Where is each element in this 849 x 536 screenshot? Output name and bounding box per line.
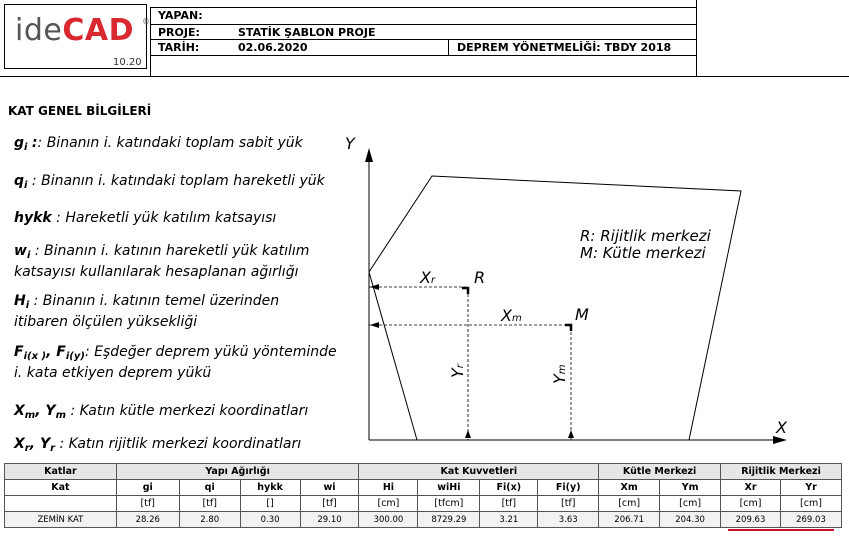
y-axis-arrow (365, 148, 373, 162)
group-header: Kütle Merkezi (599, 464, 721, 480)
group-header: Kat Kuvvetleri (359, 464, 599, 480)
column-header: qi (179, 480, 240, 496)
unit-cell: [cm] (780, 496, 841, 512)
column-header: Kat (5, 480, 117, 496)
label-m: M (575, 305, 589, 324)
x-axis-label: X (776, 418, 787, 437)
section-title: KAT GENEL BİLGİLERİ (8, 104, 152, 118)
definition-r: $X_r$, $Y_r$ : Katın rijitlik merkezi koordinatları (14, 436, 302, 454)
table-cell: 8729.29 (418, 512, 480, 528)
unit-cell: [tf] (480, 496, 538, 512)
table-cell: 3.21 (480, 512, 538, 528)
table-cell: 0.30 (240, 512, 300, 528)
group-header: Yapı Ağırlığı (116, 464, 359, 480)
table-column-row (5, 480, 842, 496)
ym-arrow (568, 430, 574, 438)
table-cell: 204.30 (660, 512, 721, 528)
building-outline (369, 176, 741, 440)
unit-cell: [cm] (359, 496, 418, 512)
idecad-logo: ideCAD (15, 13, 134, 48)
unit-cell: [tf] (179, 496, 240, 512)
column-header: wi (300, 480, 359, 496)
table-cell: 209.63 (721, 512, 781, 528)
proje-label: PROJE: (158, 26, 200, 39)
unit-cell: [] (240, 496, 300, 512)
column-header: Fi(x) (480, 480, 538, 496)
unit-cell: [tfcm] (418, 496, 480, 512)
table-cell: 2.80 (179, 512, 240, 528)
column-header: Hi (359, 480, 418, 496)
column-header: Xr (721, 480, 781, 496)
tarih-value: 02.06.2020 (238, 41, 308, 54)
registered-mark: ® (142, 17, 150, 26)
table-cell: 29.10 (300, 512, 359, 528)
definition-f: $F_{i(x )}$, $F_{i(y)}$: Eşdeğer deprem yükü yönteminde i. kata etkiyen deprem yükü (14, 344, 337, 381)
mass-center-mark (565, 325, 571, 331)
xm-arrow (370, 322, 379, 328)
table-cell: 28.26 (116, 512, 179, 528)
tarih-label: TARİH: (158, 41, 200, 54)
yr-label: Yr (448, 364, 467, 378)
rigidity-center-mark (462, 288, 468, 294)
xm-label: Xm (501, 306, 522, 325)
column-header: Fi(y) (538, 480, 599, 496)
unit-cell (5, 496, 117, 512)
column-header: Ym (660, 480, 721, 496)
column-header: hykk (240, 480, 300, 496)
ym-label: Ym (550, 364, 569, 384)
yr-arrow (465, 430, 471, 438)
table-cell: 300.00 (359, 512, 418, 528)
group-header: Rijitlik Merkezi (721, 464, 842, 480)
unit-cell: [cm] (660, 496, 721, 512)
column-header: Yr (780, 480, 841, 496)
group-header: Katlar (5, 464, 117, 480)
table-group-row (5, 464, 842, 480)
rigidity-underline (728, 529, 834, 531)
definition-w: $w_i$ : Binanın i. katının hareketli yük katılım katsayısı kullanılarak hesaplanan ağırlığı (14, 243, 310, 280)
legend-rigidity: R: Rijitlik merkezi (580, 227, 711, 245)
x-axis-arrow (773, 436, 787, 444)
unit-cell: [cm] (599, 496, 660, 512)
table-cell: ZEMİN KAT (5, 512, 117, 528)
table-cell: 3.63 (538, 512, 599, 528)
unit-cell: [tf] (116, 496, 179, 512)
xr-arrow (370, 284, 379, 290)
unit-cell: [tf] (538, 496, 599, 512)
unit-cell: [tf] (300, 496, 359, 512)
unit-cell: [cm] (721, 496, 781, 512)
definition-m: $X_m$, $Y_m$ : Katın kütle merkezi koordinatları (14, 403, 309, 421)
definition-hykk: hykk : Hareketli yük katılım katsayısı (14, 210, 277, 226)
definition-h: $H_i$ : Binanın i. katının temel üzerinden itibaren ölçülen yüksekliği (14, 293, 280, 330)
kat-bilgileri-table (4, 463, 842, 528)
yapan-label: YAPAN: (158, 9, 203, 22)
column-header: Xm (599, 480, 660, 496)
deprem-yonetmeligi: DEPREM YÖNETMELİĞİ: TBDY 2018 (457, 41, 672, 54)
table-cell: 206.71 (599, 512, 660, 528)
definition-g: $g_i$ :: Binanın i. katındaki toplam sabit yük (14, 135, 303, 153)
table-cell: 269.03 (780, 512, 841, 528)
column-header: gi (116, 480, 179, 496)
y-axis-label: Y (345, 134, 355, 153)
column-header: wiHi (418, 480, 480, 496)
definition-q: $q_i$ : Binanın i. katındaki toplam hareketli yük (14, 173, 325, 191)
label-r: R (474, 268, 486, 287)
table-row (5, 512, 842, 528)
xr-label: Xr (420, 268, 436, 287)
logo-version: 10.20 (113, 57, 142, 68)
table-units-row (5, 496, 842, 512)
legend-mass: M: Kütle merkezi (580, 244, 706, 262)
proje-value: STATİK ŞABLON PROJE (238, 26, 376, 39)
